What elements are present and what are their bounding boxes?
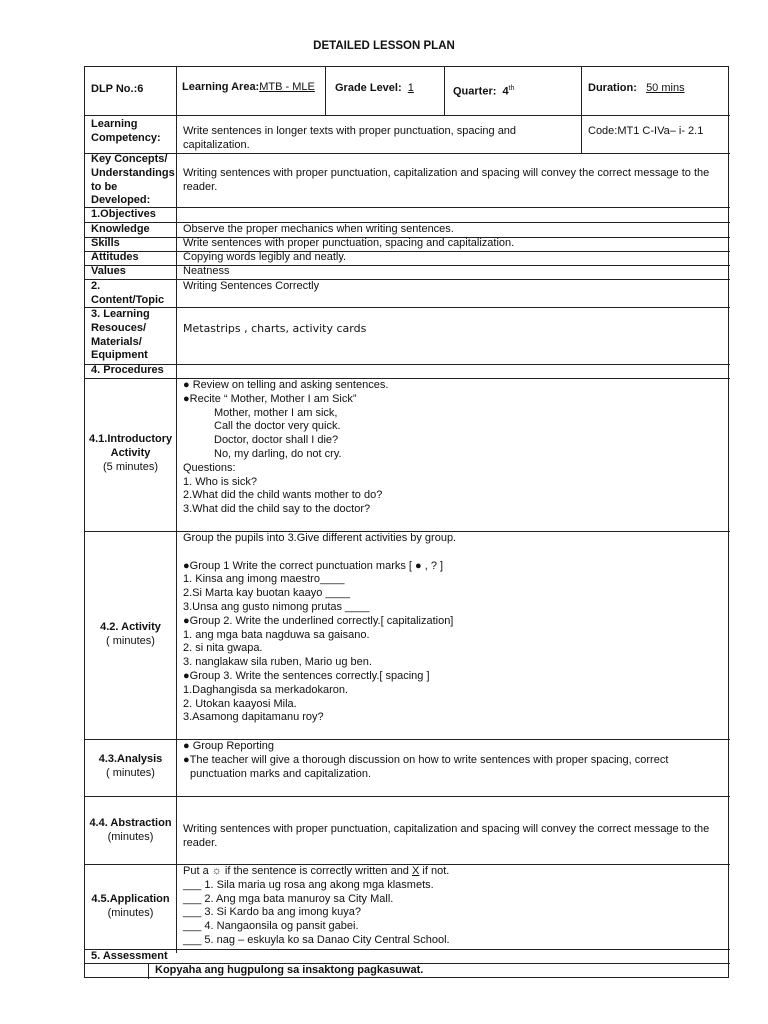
competency-code: Code:MT1 C-IVa– i- 2.1 <box>588 125 704 137</box>
analysis-label: 4.3.Analysis <box>98 753 163 765</box>
instruction-text: if not. <box>419 865 450 877</box>
values-text: Neatness <box>183 265 230 277</box>
activity-line: 1. Kinsa ang imong maestro____ <box>183 573 345 586</box>
abstraction-label: 4.4. Abstraction <box>89 817 172 829</box>
learning-area-label: Learning Area: <box>182 81 260 93</box>
introductory-line: 2.What did the child wants mother to do? <box>183 489 383 502</box>
learning-area <box>182 81 315 95</box>
knowledge-text: Observe the proper mechanics when writing sentences. <box>183 223 454 235</box>
row-divider <box>85 115 730 116</box>
activity-content <box>183 532 723 725</box>
activity-line <box>183 546 723 560</box>
introductory-label: 4.1.Introductory Activity <box>89 433 173 459</box>
sun-icon: ☼ <box>211 865 222 877</box>
instruction-text: if the sentence is correctly written and <box>221 865 412 877</box>
application-item: ___ 5. nag – eskuyla ko sa Danao City Central School. <box>183 933 450 946</box>
objectives-label: 1.Objectives <box>91 208 156 220</box>
column-divider <box>444 67 445 115</box>
analysis-line: ● Group Reporting <box>183 740 275 752</box>
activity-line: 2. Utokan kaayosi Mila. <box>183 697 297 710</box>
analysis-line: ●The teacher will give a thorough discussion on how to write sentences with proper spacing, correct <box>183 753 669 766</box>
activity-label: 4.2. Activity <box>100 621 161 633</box>
column-divider <box>325 67 326 115</box>
introductory-line: Questions: <box>183 461 236 474</box>
quarter-value: 4 <box>502 85 509 98</box>
application-item: ___ 2. Ang mga bata manuroy sa City Mall. <box>183 892 394 905</box>
grade-level-value: 1 <box>407 82 414 94</box>
assessment-label: 5. Assessment <box>91 950 168 962</box>
activity-line: Group the pupils into 3.Give different activities by group. <box>183 532 457 544</box>
activity-line: 1.Daghangisda sa merkadokaron. <box>183 683 349 696</box>
duration-value: 50 mins <box>646 82 685 94</box>
content-label: 2. Content/Topic <box>91 280 165 306</box>
key-concepts-text: Writing sentences with proper punctuation, capitalization and spacing will convey the correct message to the reader. <box>183 167 710 193</box>
activity-line: 2. si nita gwapa. <box>183 642 263 655</box>
duration-label: Duration: <box>588 82 637 94</box>
application-item: ___ 1. Sila maria ug rosa ang akong mga klasmets. <box>183 878 434 891</box>
activity-line: ●Group 1 Write the correct punctuation marks [ ● , ? ] <box>183 559 444 572</box>
page-title: DETAILED LESSON PLAN <box>313 40 455 52</box>
application-item: ___ 3. Si Kardo ba ang imong kuya? <box>183 906 361 919</box>
instruction-text: Put a <box>183 865 212 877</box>
row-divider <box>85 279 730 280</box>
analysis-content <box>183 740 723 781</box>
quarter-suffix: th <box>508 85 515 92</box>
analysis-line: punctuation marks and capitalization. <box>190 767 371 780</box>
procedures-label: 4. Procedures <box>91 364 164 376</box>
lesson-plan-table <box>84 66 729 978</box>
poem-line: Call the doctor very quick. <box>214 420 341 433</box>
activity-label-block <box>85 621 176 649</box>
introductory-label-block <box>85 433 176 474</box>
activity-line: ●Group 3. Write the sentences correctly.[ spacing ] <box>183 669 430 682</box>
abstraction-label-block <box>85 817 176 845</box>
application-time: (minutes) <box>107 906 154 919</box>
column-divider <box>176 373 177 953</box>
introductory-line: 3.What did the child say to the doctor? <box>183 503 371 516</box>
key-concepts-label: Key Concepts/ Understandings to be Developed: <box>91 153 175 207</box>
row-divider <box>85 364 730 365</box>
x-mark: X <box>412 865 420 877</box>
abstraction-text: Writing sentences with proper punctuation, capitalization and spacing will convey the correct message to the reader. <box>183 823 710 849</box>
attitudes-text: Copying words legibly and neatly. <box>183 251 347 263</box>
competency-text: Write sentences in longer texts with proper punctuation, spacing and capitalization. <box>183 125 517 151</box>
activity-line: 3.Asamong dapitamanu roy? <box>183 711 324 724</box>
row-divider <box>85 949 730 950</box>
resources-text: Metastrips , charts, activity cards <box>183 322 367 335</box>
row-divider <box>85 265 730 266</box>
row-divider <box>85 796 730 797</box>
learning-area-value: MTB - MLE <box>259 81 315 93</box>
poem-line: Doctor, doctor shall I die? <box>214 434 339 447</box>
column-divider <box>581 67 582 153</box>
application-content <box>183 865 723 948</box>
skills-label: Skills <box>91 237 120 249</box>
resources-label: 3. Learning Resouces/ Materials/ Equipment <box>91 308 150 362</box>
row-divider <box>85 207 730 208</box>
assessment-text: Kopyaha ang hugpulong sa insaktong pagkasuwat. <box>155 964 424 976</box>
activity-time: ( minutes) <box>106 634 155 647</box>
activity-line: 3. nanglakaw sila ruben, Mario ug ben. <box>183 656 372 669</box>
activity-line: 1. ang mga bata nagduwa sa gaisano. <box>183 628 370 641</box>
dlp-number: DLP No.:6 <box>91 83 144 95</box>
knowledge-label: Knowledge <box>91 223 150 235</box>
quarter-label: Quarter: <box>453 85 497 98</box>
column-divider <box>176 67 177 373</box>
grade-level-label: Grade Level: <box>335 82 402 94</box>
introductory-time: (5 minutes) <box>102 460 159 473</box>
application-instruction <box>183 865 723 879</box>
values-label: Values <box>91 265 126 277</box>
row-divider <box>85 153 730 154</box>
column-divider <box>148 963 149 979</box>
activity-line: 3.Unsa ang gusto nimong prutas ____ <box>183 600 370 613</box>
activity-line: 2.Si Marta kay buotan kaayo ____ <box>183 587 350 600</box>
introductory-line: ● Review on telling and asking sentences. <box>183 379 389 391</box>
duration <box>588 82 685 96</box>
row-divider <box>85 307 730 308</box>
row-divider <box>85 251 730 252</box>
poem-line: Mother, mother I am sick, <box>214 406 338 419</box>
activity-line: ●Group 2. Write the underlined correctly.[ capitalization] <box>183 614 454 627</box>
introductory-line: ●Recite “ Mother, Mother I am Sick” <box>183 392 357 405</box>
attitudes-label: Attitudes <box>91 251 139 263</box>
application-item: ___ 4. Nangaonsila og pansit gabei. <box>183 920 359 933</box>
analysis-label-block <box>85 753 176 781</box>
application-label: 4.5.Application <box>91 893 170 905</box>
skills-text: Write sentences with proper punctuation, spacing and capitalization. <box>183 237 515 249</box>
analysis-time: ( minutes) <box>106 766 155 779</box>
introductory-line: 1. Who is sick? <box>183 475 257 488</box>
poem-line: No, my darling, do not cry. <box>214 447 342 460</box>
content-text: Writing Sentences Correctly <box>183 280 320 292</box>
abstraction-time: (minutes) <box>107 830 154 843</box>
competency-label: Learning Competency: <box>91 118 161 144</box>
quarter <box>453 82 515 99</box>
application-label-block <box>85 893 176 921</box>
introductory-content <box>183 379 723 517</box>
grade-level <box>335 82 414 96</box>
